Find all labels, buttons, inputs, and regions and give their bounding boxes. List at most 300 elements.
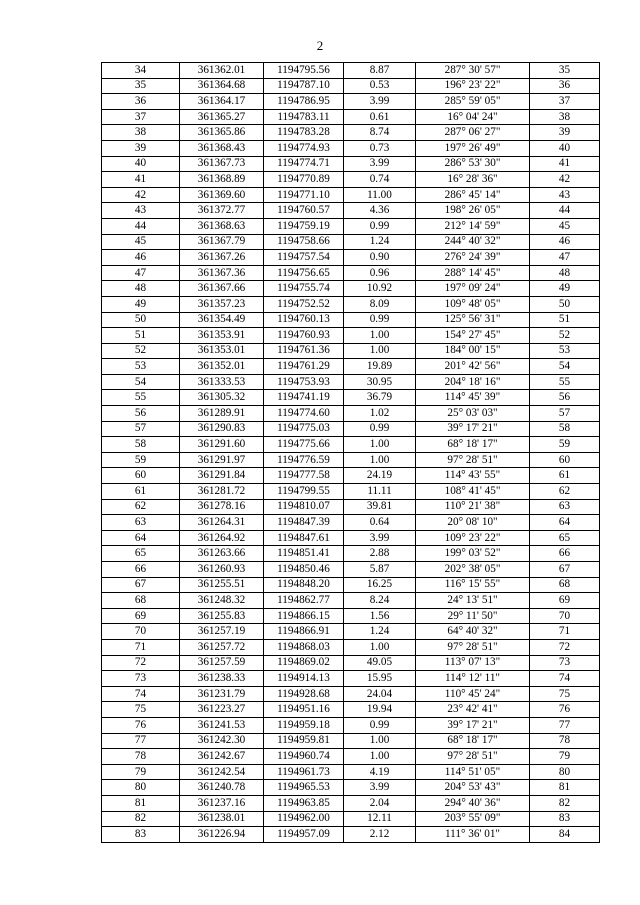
coordinates-table [101,62,600,843]
cell-bearing: 68° 18' 17" [416,437,530,453]
table-row [102,234,600,250]
cell-x-coordinate: 361257.19 [180,624,264,640]
cell-next-point-number: 56 [530,390,600,406]
cell-y-coordinate: 1194866.91 [264,624,344,640]
cell-point-number: 69 [102,608,180,624]
cell-distance: 49.05 [344,655,416,671]
cell-y-coordinate: 1194960.74 [264,749,344,765]
cell-x-coordinate: 361240.78 [180,780,264,796]
cell-x-coordinate: 361372.77 [180,203,264,219]
cell-y-coordinate: 1194847.39 [264,515,344,531]
cell-bearing: 113° 07' 13" [416,655,530,671]
cell-bearing: 197° 09' 24" [416,281,530,297]
cell-y-coordinate: 1194757.54 [264,250,344,266]
cell-next-point-number: 72 [530,639,600,655]
cell-point-number: 56 [102,406,180,422]
cell-next-point-number: 40 [530,140,600,156]
cell-y-coordinate: 1194869.02 [264,655,344,671]
cell-point-number: 61 [102,484,180,500]
cell-next-point-number: 57 [530,406,600,422]
cell-distance: 3.99 [344,156,416,172]
cell-distance: 1.00 [344,437,416,453]
cell-bearing: 294° 40' 36" [416,795,530,811]
cell-point-number: 53 [102,359,180,375]
cell-y-coordinate: 1194848.20 [264,577,344,593]
cell-bearing: 64° 40' 32" [416,624,530,640]
table-row [102,795,600,811]
cell-distance: 4.19 [344,764,416,780]
cell-next-point-number: 66 [530,546,600,562]
table-row [102,702,600,718]
cell-next-point-number: 38 [530,109,600,125]
cell-distance: 30.95 [344,374,416,390]
cell-x-coordinate: 361242.67 [180,749,264,765]
cell-distance: 3.99 [344,530,416,546]
cell-point-number: 49 [102,296,180,312]
cell-y-coordinate: 1194959.81 [264,733,344,749]
cell-bearing: 97° 28' 51" [416,452,530,468]
cell-distance: 1.00 [344,639,416,655]
table-row [102,577,600,593]
cell-y-coordinate: 1194847.61 [264,530,344,546]
table-row [102,140,600,156]
cell-x-coordinate: 361367.36 [180,265,264,281]
cell-bearing: 29° 11' 50" [416,608,530,624]
cell-distance: 0.99 [344,717,416,733]
cell-distance: 3.99 [344,94,416,110]
cell-x-coordinate: 361368.43 [180,140,264,156]
cell-next-point-number: 44 [530,203,600,219]
cell-next-point-number: 52 [530,328,600,344]
cell-distance: 1.00 [344,733,416,749]
cell-point-number: 79 [102,764,180,780]
cell-point-number: 55 [102,390,180,406]
table-row [102,78,600,94]
cell-distance: 0.64 [344,515,416,531]
cell-point-number: 45 [102,234,180,250]
table-row [102,94,600,110]
cell-bearing: 110° 45' 24" [416,686,530,702]
cell-x-coordinate: 361365.27 [180,109,264,125]
cell-point-number: 76 [102,717,180,733]
cell-point-number: 36 [102,94,180,110]
cell-x-coordinate: 361368.63 [180,218,264,234]
table-row [102,296,600,312]
cell-next-point-number: 78 [530,733,600,749]
cell-distance: 12.11 [344,811,416,827]
cell-point-number: 57 [102,421,180,437]
cell-next-point-number: 43 [530,187,600,203]
cell-next-point-number: 68 [530,577,600,593]
cell-next-point-number: 77 [530,717,600,733]
table-row [102,530,600,546]
cell-x-coordinate: 361257.72 [180,639,264,655]
table-row [102,374,600,390]
table-row [102,811,600,827]
cell-y-coordinate: 1194850.46 [264,562,344,578]
cell-distance: 1.00 [344,328,416,344]
cell-distance: 1.56 [344,608,416,624]
table-row [102,437,600,453]
cell-y-coordinate: 1194914.13 [264,671,344,687]
cell-y-coordinate: 1194965.53 [264,780,344,796]
cell-x-coordinate: 361367.73 [180,156,264,172]
cell-distance: 0.61 [344,109,416,125]
cell-x-coordinate: 361226.94 [180,827,264,843]
cell-x-coordinate: 361365.86 [180,125,264,141]
cell-y-coordinate: 1194775.03 [264,421,344,437]
cell-bearing: 287° 30' 57" [416,63,530,79]
cell-y-coordinate: 1194756.65 [264,265,344,281]
cell-bearing: 16° 04' 24" [416,109,530,125]
cell-bearing: 276° 24' 39" [416,250,530,266]
cell-distance: 4.36 [344,203,416,219]
cell-distance: 39.81 [344,499,416,515]
cell-next-point-number: 50 [530,296,600,312]
table-row [102,562,600,578]
cell-bearing: 287° 06' 27" [416,125,530,141]
cell-x-coordinate: 361364.17 [180,94,264,110]
cell-next-point-number: 55 [530,374,600,390]
cell-distance: 0.96 [344,265,416,281]
cell-x-coordinate: 361237.16 [180,795,264,811]
cell-bearing: 97° 28' 51" [416,749,530,765]
cell-point-number: 77 [102,733,180,749]
cell-bearing: 286° 45' 14" [416,187,530,203]
cell-point-number: 51 [102,328,180,344]
cell-y-coordinate: 1194787.10 [264,78,344,94]
cell-y-coordinate: 1194799.55 [264,484,344,500]
cell-x-coordinate: 361241.53 [180,717,264,733]
cell-point-number: 58 [102,437,180,453]
cell-distance: 24.19 [344,468,416,484]
cell-y-coordinate: 1194963.85 [264,795,344,811]
cell-bearing: 39° 17' 21" [416,421,530,437]
table-row [102,484,600,500]
table-row [102,421,600,437]
cell-bearing: 125° 56' 31" [416,312,530,328]
cell-x-coordinate: 361333.53 [180,374,264,390]
cell-next-point-number: 35 [530,63,600,79]
cell-bearing: 114° 51' 05" [416,764,530,780]
cell-next-point-number: 74 [530,671,600,687]
cell-point-number: 54 [102,374,180,390]
cell-y-coordinate: 1194868.03 [264,639,344,655]
cell-point-number: 82 [102,811,180,827]
cell-bearing: 110° 21' 38" [416,499,530,515]
table-row [102,343,600,359]
table-row [102,359,600,375]
cell-y-coordinate: 1194758.66 [264,234,344,250]
cell-point-number: 68 [102,593,180,609]
cell-point-number: 74 [102,686,180,702]
cell-next-point-number: 79 [530,749,600,765]
cell-point-number: 43 [102,203,180,219]
cell-y-coordinate: 1194761.36 [264,343,344,359]
table-row [102,624,600,640]
cell-x-coordinate: 361291.60 [180,437,264,453]
cell-distance: 0.53 [344,78,416,94]
cell-point-number: 70 [102,624,180,640]
cell-distance: 0.90 [344,250,416,266]
cell-bearing: 25° 03' 03" [416,406,530,422]
cell-point-number: 60 [102,468,180,484]
cell-y-coordinate: 1194862.77 [264,593,344,609]
cell-y-coordinate: 1194752.52 [264,296,344,312]
cell-bearing: 24° 13' 51" [416,593,530,609]
table-row [102,499,600,515]
table-row [102,172,600,188]
cell-next-point-number: 80 [530,764,600,780]
cell-point-number: 72 [102,655,180,671]
cell-distance: 2.88 [344,546,416,562]
cell-x-coordinate: 361255.51 [180,577,264,593]
table-row [102,827,600,843]
table-row [102,203,600,219]
table-row [102,515,600,531]
cell-bearing: 109° 23' 22" [416,530,530,546]
cell-point-number: 40 [102,156,180,172]
cell-next-point-number: 41 [530,156,600,172]
cell-next-point-number: 73 [530,655,600,671]
cell-next-point-number: 69 [530,593,600,609]
cell-x-coordinate: 361357.23 [180,296,264,312]
cell-x-coordinate: 361353.01 [180,343,264,359]
cell-bearing: 16° 28' 36" [416,172,530,188]
cell-next-point-number: 46 [530,234,600,250]
cell-point-number: 78 [102,749,180,765]
cell-x-coordinate: 361231.79 [180,686,264,702]
cell-point-number: 35 [102,78,180,94]
cell-next-point-number: 65 [530,530,600,546]
cell-next-point-number: 61 [530,468,600,484]
cell-next-point-number: 62 [530,484,600,500]
cell-distance: 8.74 [344,125,416,141]
cell-x-coordinate: 361257.59 [180,655,264,671]
table-row [102,312,600,328]
cell-point-number: 63 [102,515,180,531]
cell-bearing: 285° 59' 05" [416,94,530,110]
cell-y-coordinate: 1194866.15 [264,608,344,624]
cell-bearing: 20° 08' 10" [416,515,530,531]
cell-x-coordinate: 361362.01 [180,63,264,79]
table-row [102,328,600,344]
cell-bearing: 23° 42' 41" [416,702,530,718]
cell-y-coordinate: 1194783.28 [264,125,344,141]
cell-x-coordinate: 361369.60 [180,187,264,203]
cell-x-coordinate: 361291.97 [180,452,264,468]
cell-x-coordinate: 361290.83 [180,421,264,437]
cell-bearing: 199° 03' 52" [416,546,530,562]
cell-point-number: 67 [102,577,180,593]
table-body [102,63,600,843]
cell-x-coordinate: 361305.32 [180,390,264,406]
cell-distance: 16.25 [344,577,416,593]
cell-y-coordinate: 1194951.16 [264,702,344,718]
table-row [102,265,600,281]
cell-point-number: 47 [102,265,180,281]
table-row [102,608,600,624]
table-row [102,452,600,468]
cell-y-coordinate: 1194774.60 [264,406,344,422]
cell-point-number: 80 [102,780,180,796]
cell-bearing: 212° 14' 59" [416,218,530,234]
cell-x-coordinate: 361367.66 [180,281,264,297]
cell-distance: 3.99 [344,780,416,796]
cell-bearing: 198° 26' 05" [416,203,530,219]
cell-point-number: 65 [102,546,180,562]
cell-distance: 1.00 [344,749,416,765]
cell-y-coordinate: 1194783.11 [264,109,344,125]
cell-y-coordinate: 1194770.89 [264,172,344,188]
cell-bearing: 196° 23' 22" [416,78,530,94]
cell-x-coordinate: 361238.33 [180,671,264,687]
table-row [102,655,600,671]
cell-x-coordinate: 361291.84 [180,468,264,484]
cell-y-coordinate: 1194775.66 [264,437,344,453]
cell-next-point-number: 49 [530,281,600,297]
page-number: 2 [316,38,324,53]
cell-next-point-number: 45 [530,218,600,234]
cell-y-coordinate: 1194760.57 [264,203,344,219]
cell-bearing: 39° 17' 21" [416,717,530,733]
cell-x-coordinate: 361248.32 [180,593,264,609]
cell-y-coordinate: 1194786.95 [264,94,344,110]
cell-next-point-number: 83 [530,811,600,827]
cell-distance: 2.04 [344,795,416,811]
cell-next-point-number: 75 [530,686,600,702]
cell-x-coordinate: 361238.01 [180,811,264,827]
cell-next-point-number: 58 [530,421,600,437]
cell-point-number: 73 [102,671,180,687]
cell-bearing: 111° 36' 01" [416,827,530,843]
cell-next-point-number: 51 [530,312,600,328]
cell-point-number: 34 [102,63,180,79]
cell-x-coordinate: 361281.72 [180,484,264,500]
cell-y-coordinate: 1194776.59 [264,452,344,468]
cell-x-coordinate: 361367.26 [180,250,264,266]
table-row [102,156,600,172]
cell-point-number: 38 [102,125,180,141]
cell-next-point-number: 54 [530,359,600,375]
cell-x-coordinate: 361352.01 [180,359,264,375]
cell-distance: 36.79 [344,390,416,406]
cell-distance: 1.00 [344,343,416,359]
cell-point-number: 66 [102,562,180,578]
table-row [102,686,600,702]
cell-distance: 0.99 [344,218,416,234]
table-row [102,717,600,733]
cell-point-number: 71 [102,639,180,655]
cell-point-number: 81 [102,795,180,811]
table-row [102,250,600,266]
cell-point-number: 52 [102,343,180,359]
table-row [102,749,600,765]
cell-bearing: 114° 12' 11" [416,671,530,687]
cell-distance: 0.99 [344,421,416,437]
cell-distance: 15.95 [344,671,416,687]
cell-distance: 2.12 [344,827,416,843]
table-row [102,109,600,125]
table-row [102,639,600,655]
cell-distance: 19.89 [344,359,416,375]
cell-next-point-number: 60 [530,452,600,468]
cell-point-number: 42 [102,187,180,203]
cell-bearing: 97° 28' 51" [416,639,530,655]
cell-x-coordinate: 361242.54 [180,764,264,780]
cell-distance: 1.24 [344,624,416,640]
table-row [102,63,600,79]
cell-x-coordinate: 361364.68 [180,78,264,94]
cell-distance: 5.87 [344,562,416,578]
cell-bearing: 68° 18' 17" [416,733,530,749]
cell-next-point-number: 39 [530,125,600,141]
cell-bearing: 114° 43' 55" [416,468,530,484]
cell-next-point-number: 36 [530,78,600,94]
cell-next-point-number: 76 [530,702,600,718]
cell-bearing: 202° 38' 05" [416,562,530,578]
cell-distance: 0.99 [344,312,416,328]
cell-x-coordinate: 361367.79 [180,234,264,250]
cell-point-number: 75 [102,702,180,718]
cell-next-point-number: 59 [530,437,600,453]
cell-distance: 8.87 [344,63,416,79]
cell-next-point-number: 37 [530,94,600,110]
cell-next-point-number: 53 [530,343,600,359]
cell-x-coordinate: 361278.16 [180,499,264,515]
cell-bearing: 109° 48' 05" [416,296,530,312]
cell-x-coordinate: 361264.92 [180,530,264,546]
cell-next-point-number: 48 [530,265,600,281]
cell-distance: 0.74 [344,172,416,188]
cell-y-coordinate: 1194962.00 [264,811,344,827]
cell-next-point-number: 67 [530,562,600,578]
cell-distance: 11.11 [344,484,416,500]
cell-x-coordinate: 361242.30 [180,733,264,749]
cell-x-coordinate: 361354.49 [180,312,264,328]
cell-bearing: 154° 27' 45" [416,328,530,344]
cell-y-coordinate: 1194760.13 [264,312,344,328]
cell-y-coordinate: 1194741.19 [264,390,344,406]
cell-y-coordinate: 1194774.93 [264,140,344,156]
cell-y-coordinate: 1194959.18 [264,717,344,733]
table-row [102,125,600,141]
cell-y-coordinate: 1194760.93 [264,328,344,344]
table-row [102,593,600,609]
table-row [102,780,600,796]
cell-point-number: 37 [102,109,180,125]
cell-x-coordinate: 361353.91 [180,328,264,344]
cell-bearing: 197° 26' 49" [416,140,530,156]
cell-next-point-number: 84 [530,827,600,843]
cell-y-coordinate: 1194961.73 [264,764,344,780]
cell-point-number: 62 [102,499,180,515]
cell-distance: 1.00 [344,452,416,468]
cell-x-coordinate: 361263.66 [180,546,264,562]
table-row [102,468,600,484]
cell-y-coordinate: 1194761.29 [264,359,344,375]
cell-point-number: 41 [102,172,180,188]
cell-distance: 0.73 [344,140,416,156]
cell-x-coordinate: 361260.93 [180,562,264,578]
cell-bearing: 288° 14' 45" [416,265,530,281]
cell-y-coordinate: 1194771.10 [264,187,344,203]
cell-bearing: 116° 15' 55" [416,577,530,593]
cell-bearing: 204° 18' 16" [416,374,530,390]
cell-bearing: 244° 40' 32" [416,234,530,250]
cell-next-point-number: 81 [530,780,600,796]
cell-distance: 8.09 [344,296,416,312]
